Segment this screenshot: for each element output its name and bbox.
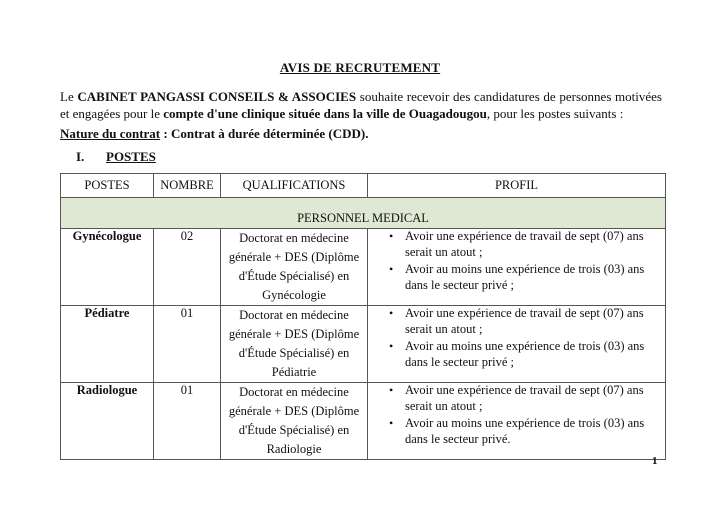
positions-table (60, 173, 666, 460)
bullet-icon: • (389, 262, 394, 276)
cell-profil (368, 306, 666, 383)
page-number: 1 (652, 455, 658, 467)
table-group-row (61, 198, 666, 229)
cell-profil (368, 229, 666, 306)
list-item (389, 306, 665, 337)
bullet-icon: • (389, 306, 394, 320)
contract-value: : Contrat à durée déterminée (CDD). (160, 126, 369, 141)
contract-line (60, 126, 662, 142)
profil-list (368, 306, 665, 370)
cell-nombre: 01 (154, 383, 221, 460)
cell-qualification: Doctorat en médecine générale + DES (Diplôme d'Étude Spécialisé) en Radiologie (221, 383, 368, 460)
list-item (389, 262, 665, 293)
header-nombre: NOMBRE (154, 174, 221, 198)
intro-text-3: , pour les postes suivants : (486, 106, 624, 121)
list-item (389, 229, 665, 260)
bullet-icon: • (389, 339, 394, 353)
table-row (61, 306, 666, 383)
bullet-icon: • (389, 416, 394, 430)
profil-text: Avoir une expérience de travail de sept (07) ans serait un atout ; (405, 383, 644, 413)
cell-qualification: Doctorat en médecine générale + DES (Diplôme d'Étude Spécialisé) en Pédiatrie (221, 306, 368, 383)
header-qualifications: QUALIFICATIONS (221, 174, 368, 198)
list-item (389, 339, 665, 370)
page-title: AVIS DE RECRUTEMENT (279, 60, 441, 75)
bullet-icon: • (389, 229, 394, 243)
profil-text: Avoir une expérience de travail de sept (07) ans serait un atout ; (405, 306, 644, 336)
intro-paragraph (60, 88, 662, 122)
contract-label: Nature du contrat (60, 126, 161, 141)
table-header-row (61, 174, 666, 198)
client-description: compte d'une clinique située dans la ville de Ouagadougou (163, 106, 487, 121)
profil-text: Avoir une expérience de travail de sept (07) ans serait un atout ; (405, 229, 644, 259)
cell-poste: Radiologue (61, 383, 154, 460)
list-item (389, 416, 665, 447)
cell-profil (368, 383, 666, 460)
group-label: PERSONNEL MEDICAL (61, 198, 666, 229)
intro-text-2: souhaite recevoir des candidatures de personnes motivées et engagées pour le (60, 89, 662, 121)
header-postes: POSTES (61, 174, 154, 198)
cell-poste: Gynécologue (61, 229, 154, 306)
section-heading (76, 149, 156, 165)
profil-list (368, 229, 665, 293)
profil-text: Avoir au moins une expérience de trois (03) ans dans le secteur privé. (405, 416, 645, 446)
profil-text: Avoir au moins une expérience de trois (03) ans dans le secteur privé ; (405, 339, 645, 369)
firm-name: CABINET PANGASSI CONSEILS & ASSOCIES (77, 89, 357, 104)
header-profil: PROFIL (368, 174, 666, 198)
list-item (389, 383, 665, 414)
table-row (61, 383, 666, 460)
profil-list (368, 383, 665, 447)
cell-qualification: Doctorat en médecine générale + DES (Diplôme d'Étude Spécialisé) en Gynécologie (221, 229, 368, 306)
table-row (61, 229, 666, 306)
profil-text: Avoir au moins une expérience de trois (03) ans dans le secteur privé ; (405, 262, 645, 292)
cell-poste: Pédiatre (61, 306, 154, 383)
cell-nombre: 01 (154, 306, 221, 383)
intro-text-1: Le (60, 89, 78, 104)
cell-nombre: 02 (154, 229, 221, 306)
bullet-icon: • (389, 383, 394, 397)
section-name: POSTES (106, 149, 156, 164)
section-number: I. (76, 149, 85, 164)
